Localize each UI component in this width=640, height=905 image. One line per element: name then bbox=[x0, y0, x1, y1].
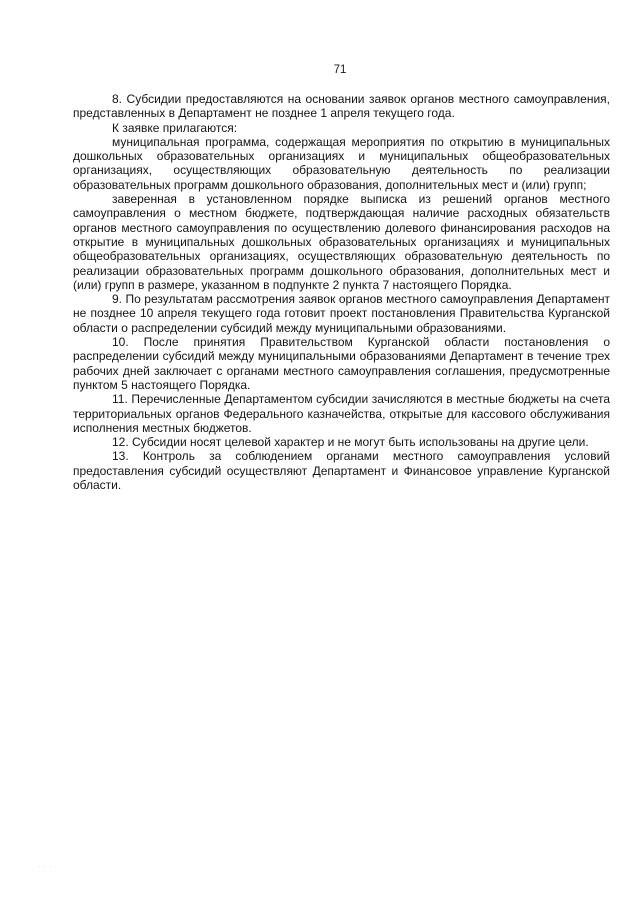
paragraph-11: 11. Перечисленные Департаментом субсидии зачисляются в местные бюджеты на счета территориальных органов Федерального казначейства, открытые для кассового обслуживания исполнения местных бюджетов. bbox=[73, 392, 610, 435]
paragraph-9: 9. По результатам рассмотрения заявок органов местного самоуправления Департамент не позднее 10 апреля текущего года готовит проект постановления Правительства Курганской области о распределении субсидий между муниципальными образованиями. bbox=[73, 292, 610, 335]
paragraph-12: 12. Субсидии носят целевой характер и не могут быть использованы на другие цели. bbox=[112, 435, 589, 450]
document-body bbox=[73, 92, 610, 492]
paragraph-municipal-program: муниципальная программа, содержащая мероприятия по открытию в муниципальных дошкольных образовательных организациях и муниципальных общеобразовательных организациях, осуществляющих образовательную деятельность по реализации образовательных программ дошкольного образования, дополнительных мест и (или) групп; bbox=[73, 134, 610, 192]
page-number: 71 bbox=[333, 64, 347, 76]
paragraph-budget-extract: заверенная в установленном порядке выписка из решений органов местного самоуправления о местном бюджете, подтверждающая наличие расходных обязательств органов местного самоуправления по осуществлению долевого финансирования расходов на открытие в муниципальных дошкольных образовательных организациях и муниципальных общеобразовательных организациях, осуществляющих образовательную деятельность по реализации образовательных программ дошкольного образования, дополнительных мест и (или) групп в размере, указанном в подпункте 2 пункта 7 настоящего Порядка. bbox=[73, 192, 610, 292]
paragraph-attachments-intro: К заявке прилагаются: bbox=[112, 120, 238, 135]
scan-artifact: · · · bbox=[38, 864, 53, 871]
paragraph-13: 13. Контроль за соблюдением органами местного самоуправления условий предоставления субсидий осуществляют Департамент и Финансовое управление Курганской области. bbox=[73, 449, 610, 493]
paragraph-8: 8. Субсидии предоставляются на основании заявок органов местного самоуправления, представленных в Департамент не позднее 1 апреля текущего года. bbox=[73, 92, 610, 121]
paragraph-10: 10. После принятия Правительством Курганской области постановления о распределении субсидий между муниципальными образованиями Департамент в течение трех рабочих дней заключает с органами местного самоуправления соглашения, предусмотренные пунктом 5 настоящего Порядка. bbox=[73, 335, 610, 392]
